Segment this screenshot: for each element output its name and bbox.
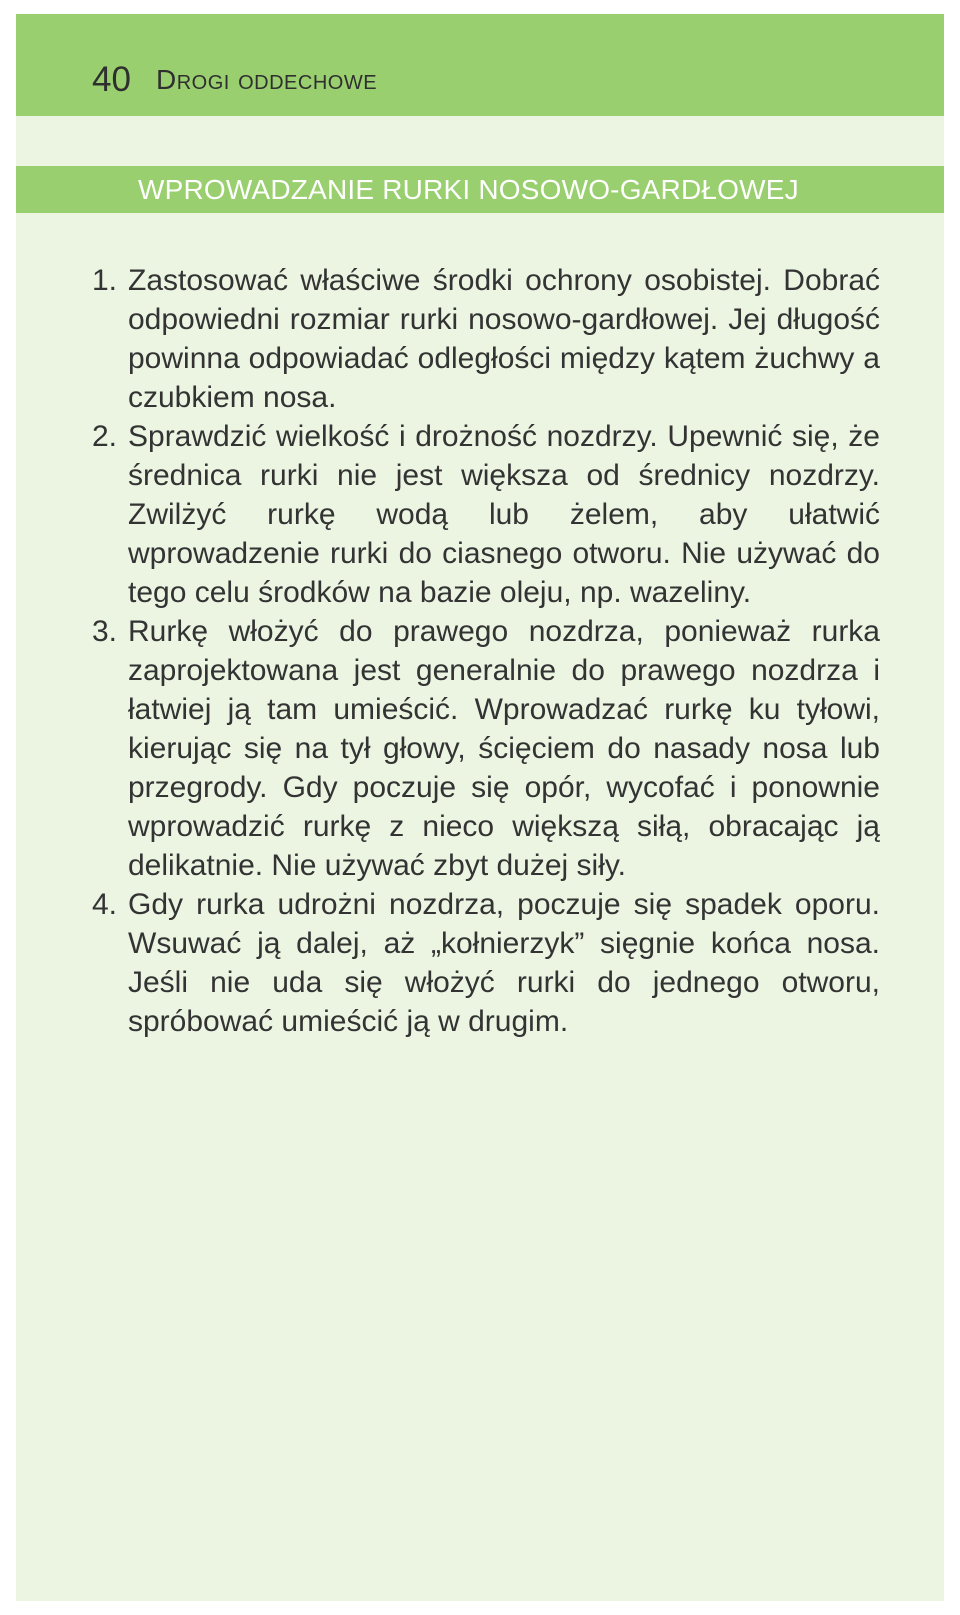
- step-item: [80, 417, 880, 612]
- step-item: [80, 612, 880, 885]
- step-item: [80, 261, 880, 417]
- step-text: Rurkę włożyć do prawego nozdrza, ponieważ rurka zaprojektowana jest generalnie do prawego nozdrza i łatwiej ją tam umieścić. Wprowadzać rurkę ku tyłowi, kierując się na tył głowy, ścięciem do nasady nosa lub przegrody. Gdy poczuje się opór, wycofać i ponownie wprowadzić rurkę z nieco większą siłą, obracając ją delikatnie. Nie używać zbyt dużej siły.: [128, 615, 880, 882]
- step-text: Sprawdzić wielkość i drożność nozdrzy. Upewnić się, że średnica rurki nie jest większa od średnicy nozdrzy. Zwilżyć rurkę wodą lub żelem, aby ułatwić wprowadzenie rurki do ciasnego otworu. Nie używać do tego celu środków na bazie oleju, np. wazeliny.: [128, 420, 880, 609]
- step-number: 2.: [92, 420, 118, 453]
- step-number: 1.: [92, 264, 118, 297]
- chapter-title: Drogi oddechowe: [156, 64, 378, 95]
- step-item: [80, 885, 880, 1041]
- section-title-bar: [16, 166, 944, 213]
- section-title: WPROWADZANIE RURKI NOSOWO-GARDŁOWEJ: [138, 174, 799, 205]
- page-number: 40: [92, 60, 131, 99]
- step-text: Gdy rurka udrożni nozdrza, poczuje się spadek oporu. Wsuwać ją dalej, aż „kołnierzyk” sięgnie końca nosa. Jeśli nie uda się włożyć rurki do jednego otworu, spróbować umieścić ją w drugim.: [128, 888, 880, 1038]
- step-text: Zastosować właściwe środki ochrony osobistej. Dobrać odpowiedni rozmiar rurki nosowo-gardłowej. Jej długość powinna odpowiadać odległości między kątem żuchwy a czubkiem nosa.: [128, 264, 880, 414]
- step-number: 3.: [92, 615, 118, 648]
- book-page: [16, 14, 944, 1601]
- running-header: [16, 14, 944, 116]
- procedure-steps: [80, 261, 880, 1041]
- step-number: 4.: [92, 888, 118, 921]
